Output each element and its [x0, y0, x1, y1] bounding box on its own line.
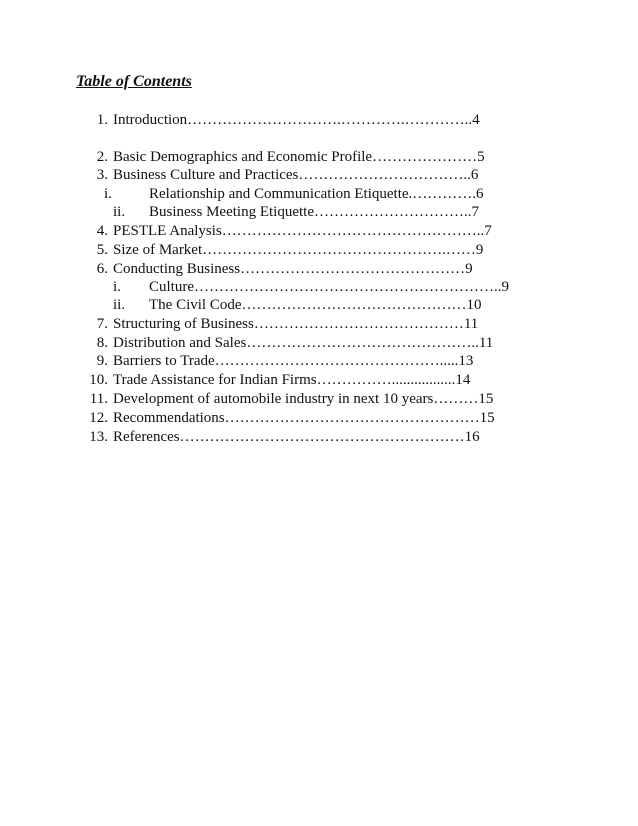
toc-entry-number: i.	[113, 279, 121, 295]
toc-entry-number: 11.	[89, 391, 108, 407]
toc-entry-number: 7.	[96, 316, 108, 332]
toc-entry-13	[0, 428, 638, 446]
toc-entry-text: Conducting Business………………………………………9	[113, 261, 473, 277]
toc-entry-2	[0, 148, 638, 166]
toc-entry-11	[0, 390, 638, 408]
toc-entry-5	[0, 241, 638, 259]
toc-entry-6	[0, 260, 638, 278]
toc-entry-number: 3.	[96, 167, 108, 183]
toc-subentry-3-ii	[0, 203, 638, 221]
toc-entry-number: 1.	[96, 112, 108, 128]
toc-entry-text: Culture……………………………………………………..9	[149, 279, 509, 295]
toc-entry-8	[0, 334, 638, 352]
toc-entry-number: ii.	[113, 204, 126, 220]
toc-entry-text: Basic Demographics and Economic Profile…………………5	[113, 149, 485, 165]
toc-entry-number: 10.	[89, 372, 108, 388]
toc-entry-text: Relationship and Communication Etiquette.………….6	[149, 186, 484, 202]
toc-entry-number: 8.	[96, 335, 108, 351]
toc-entry-text: Trade Assistance for Indian Firms…………….................14	[113, 372, 471, 388]
toc-entry-text: Business Meeting Etiquette…………………………..7	[149, 204, 479, 220]
toc-entry-number: 2.	[96, 149, 108, 165]
toc-entry-9	[0, 352, 638, 370]
toc-entry-text: Structuring of Business……………………………………11	[113, 316, 479, 332]
toc-subentry-3-i	[0, 185, 638, 203]
toc-entry-7	[0, 315, 638, 333]
toc-subentry-6-ii	[0, 296, 638, 314]
toc-entry-3	[0, 166, 638, 184]
toc-entry-number: 5.	[96, 242, 108, 258]
toc-entry-text: Development of automobile industry in next 10 years………15	[113, 391, 494, 407]
toc-entry-1	[0, 111, 638, 129]
toc-entry-10	[0, 371, 638, 389]
toc-entry-text: Size of Market………………………………………….……9	[113, 242, 484, 258]
toc-entry-number: 13.	[89, 429, 108, 445]
toc-entry-text: Distribution and Sales………………………………………..11	[113, 335, 494, 351]
toc-entry-text: Business Culture and Practices……………………………..6	[113, 167, 479, 183]
toc-entry-number: ii.	[113, 297, 126, 313]
toc-entry-4	[0, 222, 638, 240]
toc-title: Table of Contents	[76, 73, 192, 90]
toc-entry-text: Recommendations……………………………………………15	[113, 410, 495, 426]
toc-entry-number: 9.	[96, 353, 108, 369]
toc-entry-number: i.	[104, 186, 112, 202]
toc-entry-number: 4.	[96, 223, 108, 239]
toc-entry-text: Introduction………………………….………….…………..4	[113, 112, 480, 128]
toc-subentry-6-i	[0, 278, 638, 296]
toc-entry-12	[0, 409, 638, 427]
toc-entry-text: PESTLE Analysis……………………………………………..7	[113, 223, 492, 239]
toc-entry-text: Barriers to Trade……………………………………….....13	[113, 353, 474, 369]
toc-entry-text: References…………………………………………………16	[113, 429, 480, 445]
toc-entry-text: The Civil Code………………………………………10	[149, 297, 482, 313]
toc-entry-number: 12.	[89, 410, 108, 426]
toc-entry-number: 6.	[96, 261, 108, 277]
